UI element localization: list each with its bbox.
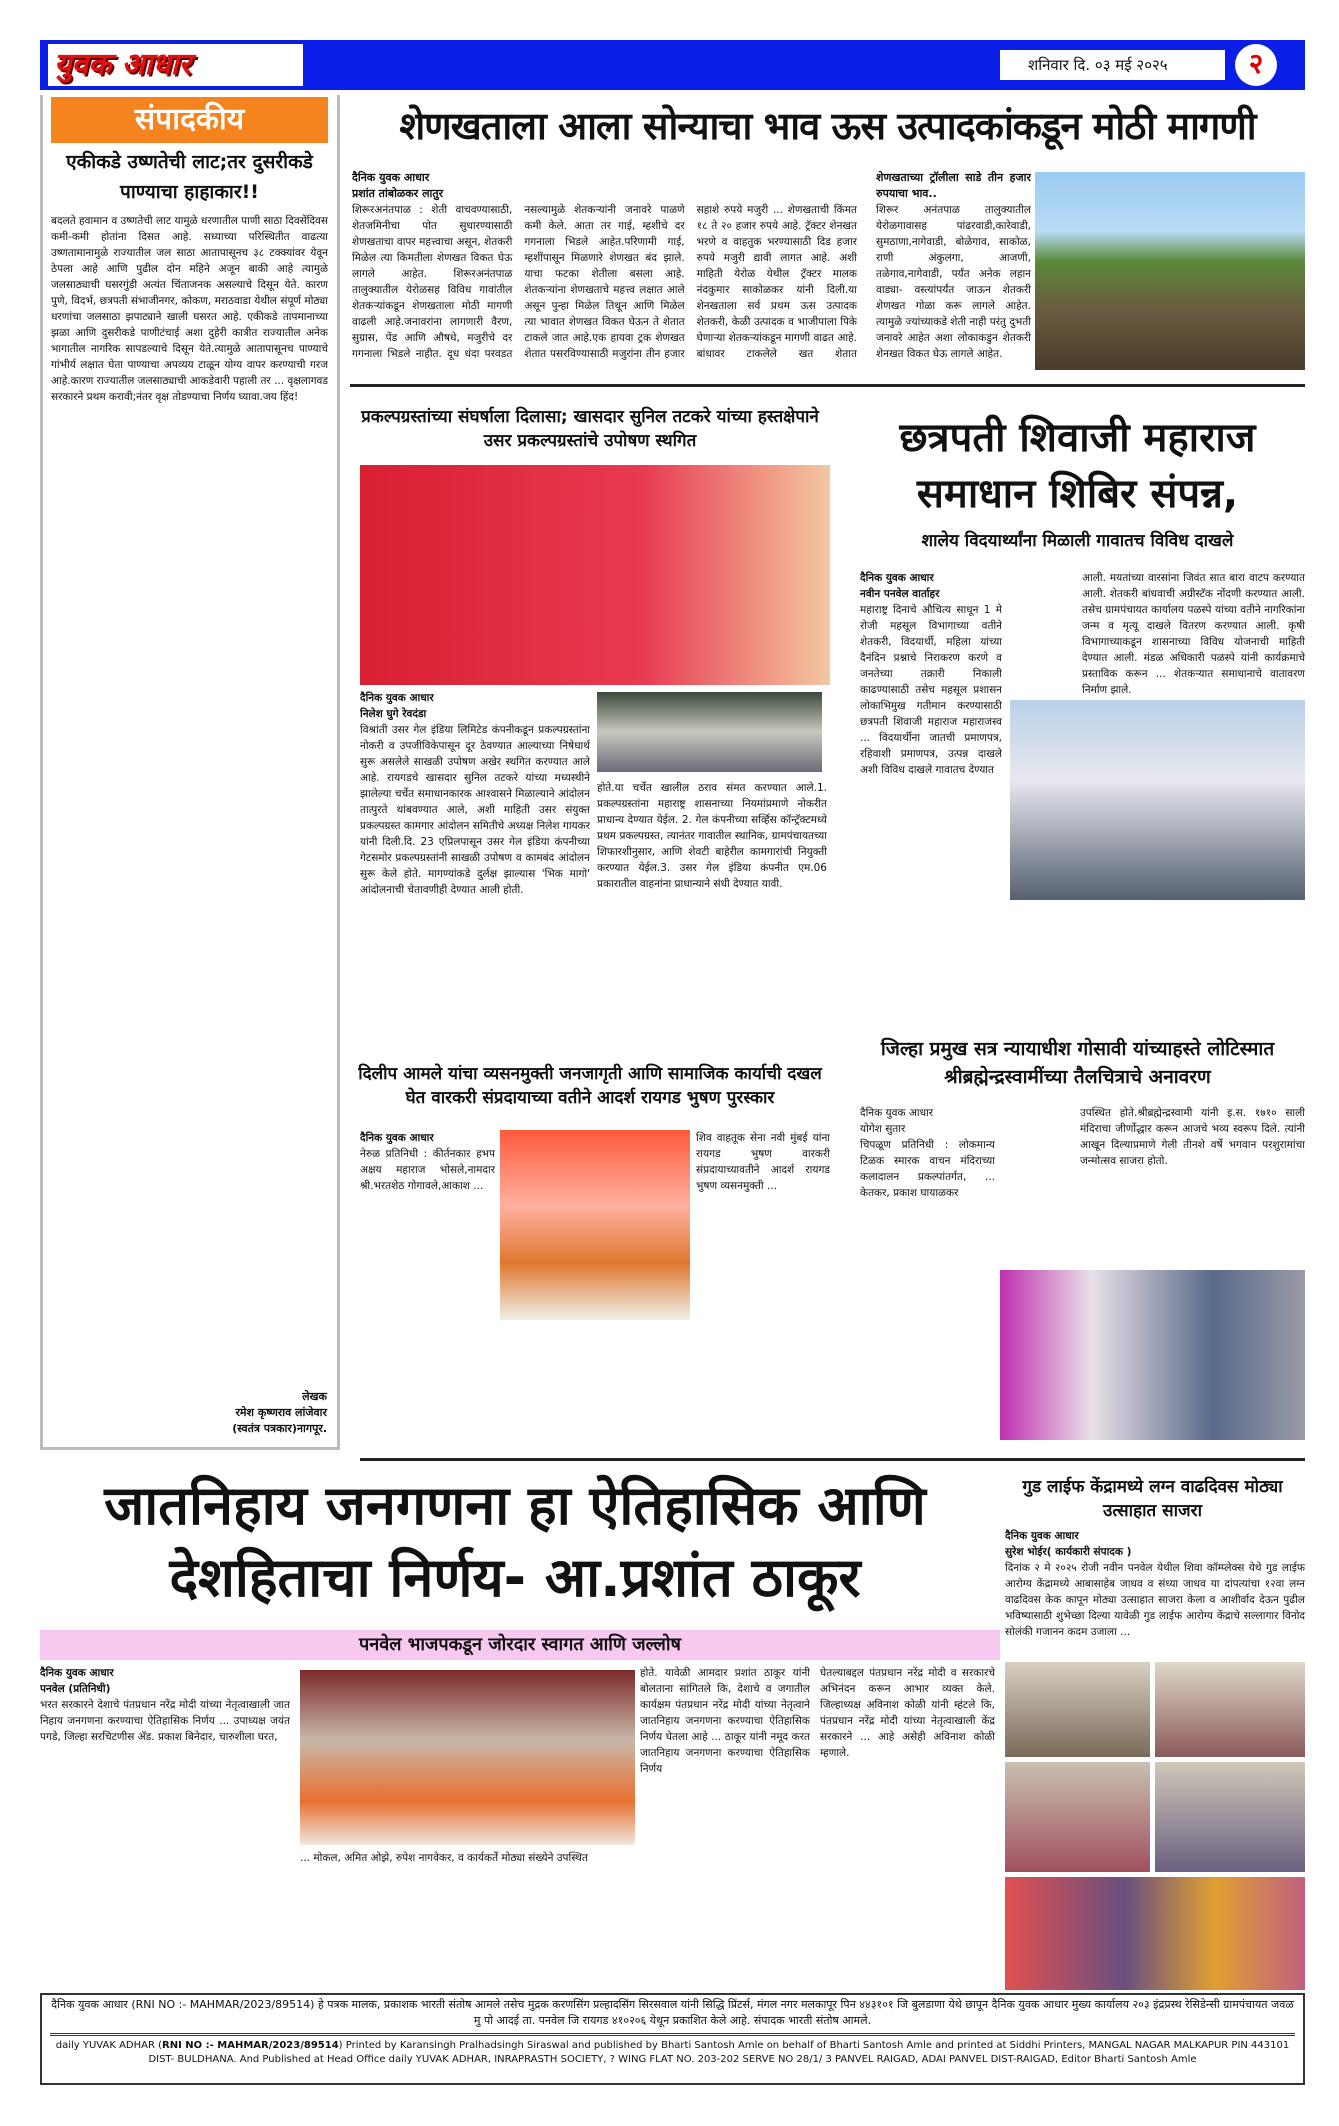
story5-reporter: योगेश सुतार: [860, 1123, 906, 1135]
story4-headline: दिलीप आमले यांचा व्यसनमुक्ती जनजागृती आणि सामाजिक कार्याची दखल घेत वारकरी संप्रदायाच्या वतीने आदर्श रायगड भुषण पुरस्कार: [358, 1064, 822, 1108]
story4-body: नेरुळ प्रतिनिधी : कीर्तनकार हभप अक्षय महाराज भोसले,नामदार श्री.भरतशेठ गोगावले,आकाश ...: [360, 1148, 495, 1192]
imprint-english: [50, 2039, 1295, 2067]
signature-label: लेखक: [302, 1390, 327, 1403]
story3-photo-camp: [1010, 700, 1305, 900]
story4-photo-award: [500, 1130, 690, 1320]
author-role: (स्वतंत्र पत्रकार)नागपूर.: [232, 1422, 327, 1435]
story6-body3: होते. यावेळी आमदार प्रशांत ठाकूर यांनी बोलताना सांगितले कि, देशाचे व जगातील कार्यक्षम पंतप्रधान नरेंद्र मोदी यांच्या नेतृत्वाने जातनिहाय जनगणना करण्याचा ऐतिहासिक निर्णय घेतला आहे ... ठाकूर यांनी नमूद करत जातनिहाय जनगणना करण्याचा ऐतिहासिक निर्णय: [640, 1667, 810, 1775]
story2-body2: होते.या चर्चेत खालील ठराव संमत करण्यात आले.1. प्रकल्पग्रस्तांना महाराष्ट्र शासनाच्या नियमांप्रमाणे नोकरीत प्राधान्य देण्यात येईल. 2. गेल कंपनीच्या सर्व्हिस कॉन्ट्रॅक्टमध्ये प्रथम प्रकल्पग्रस्त, त्यानंतर गावातील स्थानिक, ग्रामपंचायतच्या शिफारशीनुसार, आणि शेवटी बाहेरील कामगारांची नियुक्ती करण्यात येईल.3. उसर गेल इंडिया कंपनीत एम.06 प्रकारातील वाहनांना प्राधान्याने संधी देण्यात यावी.: [597, 782, 827, 890]
author-name: रमेश कृष्णराव लांजेवार: [235, 1406, 327, 1419]
story1-byline: दैनिक युवक आधार: [352, 171, 430, 184]
story6-byline: दैनिक युवक आधार: [40, 1667, 114, 1679]
story2-photo-meeting: [597, 692, 822, 772]
editorial-headline: एकीकडे उष्णतेची लाट;तर दुसरीकडे पाण्याचा हाहाकार!!: [66, 151, 313, 203]
story7-photo-group: [1005, 1877, 1305, 1990]
story7-body: दिनांक २ मे २०२५ रोजी नवीन पनवेल येथील शिवा कॉम्प्लेक्स येथे गुड लाईफ आरोग्य केंद्रामध्ये आबासाहेब जाधव व संध्या जाधव या दांपत्यांचा १२वा लग्न वाढदिवस केक कापून मोठ्या उत्साहात साजरा केला व आशीर्वाद देऊन पुढील भविष्यासाठी शुभेच्छा दिल्या यावेळी गुड लाईफ आरोग्य केंद्राचे सल्लागार विनोद सोलंकी गजानन कदम उजाला ...: [1005, 1562, 1305, 1638]
story6-headline: जातनिहाय जनगणना हा ऐतिहासिक आणि देशहिताचा निर्णय- आ.प्रशांत ठाकूर: [104, 1474, 926, 1609]
imprint-prefix: daily YUVAK ADHAR (: [55, 2040, 163, 2051]
story1-body2: शिरूर अनंतपाळ तालुक्यातील येरोळगावासह पांढरवाडी,कारेवाडी, सुमठाणा,नागेवाडी, बोळेगाव, साकोळ, राणी अंकुलगा, आजणी, तळेगाव,नागेवाडी, पर्यंत अनेक लहान वाड्या- वस्त्यांपर्यंत जाऊन शेतकरी शेणखत गोळा करू लागले आहेत. त्यामुळे ज्यांच्याकडे शेती नाही परंतु दुभती जनावरे आहेत अशा लोकाकडुन शेतकरी शेनखत विकत घेऊ लागले आहेत.: [876, 204, 1031, 360]
story1-body: शिरूरअनंतपाळ : शेती वाचवण्यासाठी, शेतजमिनीचा पोत सुधारण्यासाठी शेणखताचा वापर महत्त्वाचा असून, शेतकरी मिळेल त्या किमतीला शेणखत विकत घेऊ लागले आहेत. शिरूरअनंतपाळ तालुक्यातील येरोळसह विविध गावांतील शेतकऱ्यांकडून शेणखताला मोठी मागणी वाढली आहे.जनावरांना लागणारी वैरण, सुग्रास, पेंड आणि औषधे, मजुरीचे दर गगनाला भिडले नाहीत. दूध धंदा परवडत नसल्यामुळे शेतकऱ्यांनी जनावरे पाळणे कमी केले. आता तर गाई, म्हशीचे दर गगनाला भिडले आहेत.परिणामी गाई, म्हशींपासून मिळणारे शेणखत बंद झाले. याचा फटका शेतीला बसला आहे. शेतकऱ्यांना शेणखताचे महत्त्व लक्षात आले असून पुन्हा मिळेल तिथून आणि मिळेल त्या भावात शेणखत विकत घेऊन ते शेतात टाकले जात आहे.एक हायवा ट्रक शेणखत शेतात पसरविण्यासाठी मजुरांना तीन हजार सहाशे रुपये मजुरी ... शेणखताची किंमत १८ ते २० हजार रुपये आहे. ट्रॅक्टर शेनखत भरणे व वाहतुक भरण्यासाठी दिड हजार रुपये मजुरी द्यावी लागत आहे. अशी माहिती येरोळ येथील ट्रॅक्टर मालक नंदकुमार साकोळकर यांनी दिली.या शेनखताला सर्व प्रथम ऊस उत्पादक शेतकरी, केळी उत्पादक व भाजीपाला पिके घेणाऱ्या शेतकऱ्यांकडून मागणी वाढत आहे. बांधावर टाकलेले खत शेतात: [352, 204, 857, 360]
story2-byline: दैनिक युवक आधार: [360, 692, 434, 704]
story4-byline: दैनिक युवक आधार: [360, 1132, 434, 1144]
story7-text: [1005, 1528, 1305, 1658]
story3-subhead: शालेय विदयार्थ्यांना मिळाली गावातच विविध दाखले: [921, 531, 1234, 551]
story1-headline: शेणखताला आला सोन्याचा भाव ऊस उत्पादकांकडून मोठी मागणी: [399, 104, 1256, 148]
story7-photo-3: [1005, 1762, 1150, 1872]
imprint-text: ) Printed by Karansingh Pralhadsingh Siraswal and published by Bharti Santosh Amle on behalf of Bharti Santosh Amle and printed at Siddhi Printers, MANGAL NAGAR MALKAPUR PIN 443101 DIST- BULDHANA. And Published at Head Office daily YUVAK ADHAR, INRAPRASTH SOCIETY, ? WING FLAT NO. 203-202 SERVE NO 28/1/ 3 PANVEL RAIGAD, ADAI PANVEL DIST-RAIGAD, Editor Bharti Santosh Amle: [148, 2040, 1290, 2065]
story7-photo-2: [1155, 1662, 1305, 1757]
story3-text: [860, 570, 1002, 1020]
story1-subhead: शेणखताच्या ट्रॉलीला साडे तीन हजार रुपयाचा भाव..: [876, 171, 1031, 200]
story5-photo-unveiling: [1000, 1270, 1305, 1440]
imprint-rni: RNI NO :- MAHMAR/2023/89514: [162, 2040, 339, 2051]
story6-body: भरत सरकारने देशाचे पंतप्रधान नरेंद्र मोदी यांच्या नेतृत्वाखाली जात निहाय जनगणना करण्याचा ऐतिहासिक निर्णय ... उपाध्यक्ष जयंत पगडे, जिल्हा सरचिटणीस ॲड. प्रकाश बिनेदार, चारुशीला घरत,: [40, 1699, 290, 1743]
story2-headline: प्रकल्पग्रस्तांच्या संघर्षाला दिलासा; खासदार सुनिल तटकरे यांच्या हस्तक्षेपाने उसर प्रकल्पग्रस्तांचे उपोषण स्थगित: [361, 407, 819, 451]
story4-text: [360, 1130, 495, 1450]
story2-photo-felicitation: [360, 465, 830, 685]
story7-headline: गुड लाईफ केंद्रामध्ये लग्न वाढदिवस मोठ्या उत्साहात साजरा: [1022, 1477, 1283, 1521]
divider: [360, 1458, 1305, 1461]
editorial-banner: संपादकीय: [51, 97, 328, 143]
story1-sidebar: [876, 170, 1031, 375]
story6-photo-celebration: [300, 1670, 635, 1845]
story6-subhead: पनवेल भाजपकडून जोरदार स्वागत आणि जल्लोष: [40, 1630, 1000, 1660]
story2-body: विश्रांती उसर गेल इंडिया लिमिटेड कंपनीकडून प्रकल्पग्रस्तांना नोकरी व उपजीविकेपासून दूर ठेवण्यात आल्याच्या निषेधार्थ सुरू असलेले साखळी उपोषण अखेर स्थगित करण्यात आले आहे. रायगडचे खासदार सुनिल तटकरे यांच्या मध्यस्थीने झालेल्या चर्चेत समाधानकारक आश्वासने मिळाल्याने आंदोलन तात्पुरते थांबवण्यात आले, अशी माहिती उसर संयुक्त प्रकल्पग्रस्त कामगार आंदोलन समितीचे अध्यक्ष निलेश गायकर यांनी दिली.दि. 23 एप्रिलपासून उसर गेल इंडिया कंपनीच्या गेटसमोर प्रकल्पग्रस्तांनी साखळी उपोषण व कामबंद आंदोलन सुरू केले होते. मागण्यांकडे दुर्लक्ष झाल्यास 'भिक मागो' आंदोलनाची चेतावणीही देण्यात आली होती.: [360, 724, 590, 896]
story5-body: चिपळूण प्रतिनिधी : लोकमान्य टिळक स्मारक वाचन मंदिराच्या कलादालन प्रकल्पांतर्गत, ... केतकर, प्रकाश घायाळकर: [860, 1139, 995, 1199]
story7-byline: दैनिक युवक आधार: [1005, 1530, 1079, 1542]
story2-text: [360, 690, 590, 1050]
story2-reporter: निलेश घुगे रेवदंडा: [360, 708, 427, 720]
story5-text: [860, 1105, 995, 1445]
story6-reporter: पनवेल (प्रतिनिधी): [40, 1683, 111, 1695]
story4-body2: शिव वाहतूक सेना नवी मुंबई यांना रायगड भुषण वारकरी संप्रदायाच्यावतीने आदर्श रायगड भुषण व्यसनमुक्ती ...: [696, 1132, 830, 1192]
story3-reporter: नवीन पनवेल वार्ताहर: [860, 588, 940, 600]
story3-headline: छत्रपती शिवाजी महाराज समाधान शिबिर संपन्न,: [899, 415, 1256, 517]
story7-photo-1: [1005, 1662, 1150, 1757]
story3-body: महाराष्ट्र दिनाचे औचित्य साधून 1 मे रोजी महसूल विभागाच्या वतीने शेतकरी, विदयार्थी, महिला यांच्या दैनंदिन प्रश्नाचे निराकरण करणे व जनतेच्या तक्रारी निकाली काढण्यासाठी तसेच महसूल प्रशासन लोकाभिमुख गतीमान करण्यासाठी छत्रपती शिवाजी महाराज महाराजस्व ... विदयार्थीना जातची प्रमाणपत्र, रहिवाशी प्रमाणपत्र, उत्पन्न दाखले अशी विविध दाखले गावातच देण्यात: [860, 604, 1002, 776]
story1-photo-tractor: [1035, 172, 1305, 370]
story6-body4: घेतल्याबद्दल पंतप्रधान नरेंद्र मोदी व सरकारचे अभिनंदन करून आभार व्यक्त केले. जिल्हाध्यक्ष अविनाश कोळी यांनी म्हंटले कि, पंतप्रधान नरेंद्र मोदी यांच्या नेतृत्वाखाली केंद्र सरकारने ... आहे असेही अविनाश कोळी म्हणाले.: [820, 1667, 995, 1759]
story5-headline: जिल्हा प्रमुख सत्र न्यायाधीश गोसावी यांच्याहस्ते लोटिस्मात श्रीब्रह्मेन्द्रस्वामींच्या तैलचित्राचे अनावरण: [880, 1038, 1275, 1088]
story6-text: [40, 1665, 290, 1990]
story7-photo-4: [1155, 1762, 1305, 1872]
newspaper-logo: युवक आधार: [48, 44, 303, 86]
story6-body2: ... मोकल, अमित ओझे, रुपेश नागवेकर, व कार्यकर्ते मोठ्या संख्येने उपस्थित: [300, 1852, 588, 1864]
imprint-marathi: दैनिक युवक आधार (RNI NO :- MAHMAR/2023/89514) हे पत्रक मालक, प्रकाशक भारती संतोष आमले तसेच मुद्रक करणसिंग प्रल्हादसिंग सिरसवाल यांनी सिद्धि प्रिंटर्स, मंगल नगर मलकापूर पिन ४४३१०१ जि बुलडाणा येथे छापून दैनिक युवक आधार मुख्य कार्यालय २०३ इंद्रप्रस्थ रेसिडेन्सी ग्रामपंचायत जवळ मु पो आदई ता. पनवेल जि रायगड ४१०२०६ येथून प्रकाशित केले आहे. संपादक भारती संतोष आमले.: [50, 1997, 1295, 2036]
editorial-signature: [232, 1389, 327, 1437]
masthead: [40, 40, 1305, 90]
issue-date: शनिवार दि. ०३ मई २०२५: [1000, 50, 1225, 80]
imprint-footer: [40, 1993, 1305, 2085]
divider: [350, 384, 1305, 387]
story5-byline: दैनिक युवक आधार: [860, 1107, 934, 1119]
page-number: २: [1235, 44, 1277, 86]
story1-text: [352, 170, 857, 375]
story3-body2: आली. मयतांच्या वारसांना जिवंत सात बारा वाटप करण्यात आली. शेतकरी बांधवाची अग्रीस्टॅक नोंदणी करण्यात आली. तसेच ग्रामपंचायत कार्यालय पळस्पे यांच्या वतीने नागरिकांना जन्म व मृत्यू दाखले वितरण करण्यात आली. कृषी विभागाच्याकडून शासनाच्या विविध योजनाची माहिती देण्यात आली. मंडळ अधिकारी पळस्पे यांनी कार्यक्रमाचे प्रस्ताविक करून ... शेतकऱ्यात समाधानाचे वातावरण निर्माण झाले.: [1082, 572, 1305, 695]
story7-reporter: सुरेश भोईर( कार्यकारी संपादक ): [1005, 1546, 1132, 1558]
story3-byline: दैनिक युवक आधार: [860, 572, 934, 584]
story5-body2: उपस्थित होते.श्रीब्रह्मेन्द्रस्वामी यांनी इ.स. १७१० साली मंदिराचा जीर्णोद्धार करून आजचे भव्य स्वरूप दिले. त्यांनी आखून दिल्याप्रमाणे गेली तीनशे वर्षे भगवान परशुरामांचा जन्मोत्सव साजरा होतो.: [1080, 1107, 1305, 1167]
story1-reporter: प्रशांत तांबोळकर लातुर: [352, 187, 444, 200]
editorial-column: [40, 95, 340, 1450]
editorial-body: बदलते हवामान व उष्णतेची लाट यामुळे धरणातील पाणी साठा दिवसेंदिवस कमी-कमी होतांना दिसत आहे. सध्याच्या परिस्थितीत वाढत्या उष्णतामानामुळे राज्यातील जल साठा आतापासूनच ३८ टक्क्यांवर येवून ठेपला आहे आणि पुढील दोन महिने अजून बाकी आहे त्यामुळे जलसाठ्याची घसरगुंडी अत्यंत चिंताजनक असल्याचे दिसून येते. कारण पुणे, विदर्भ, छत्रपती संभाजीनगर, कोकण, मराठवाडा येथील संपूर्ण मोठ्या धरणांचा जलसाठा झपाट्याने खाली घसरत आहे. एकीकडे तापमानाच्या झळा आणि दुसरीकडे पाणीटंचाई अशा दुहेरी कात्रीत राज्यातील अनेक भागातील नागरिक सापडल्याचे दिसून येते.त्यामुळे आतापासूनच पाण्याचे गांभीर्य लक्षात घेता पाण्याचा अपव्यय टाळून योग्य वापर करण्याची गरज आहे.कारण राज्यातील जलसाठ्याची आकडेवारी पहाली तर ... वृक्षलागवड सरकारने प्रथम करावी;नंतर वृक्ष तोडण्याचा निर्णय घ्यावा.जय हिंद!: [51, 215, 328, 403]
